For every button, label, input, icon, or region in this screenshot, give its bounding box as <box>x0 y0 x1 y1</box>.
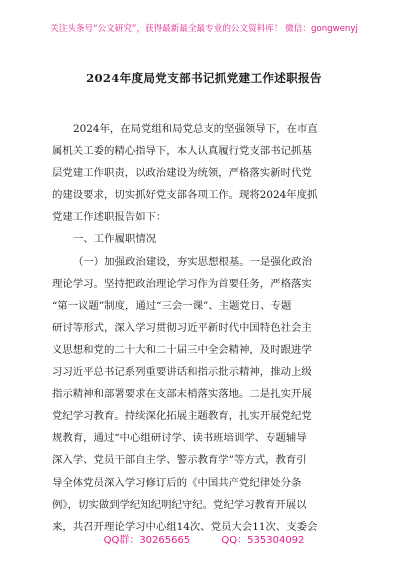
body-line: 来，共召开理论学习中心组14次、党员大会11次、支委会 <box>52 520 318 533</box>
body-line: 研讨等形式，深入学习贯彻习近平新时代中国特色社会主 <box>52 321 312 334</box>
body-line: 习习近平总书记系列重要讲话和指示批示精神，推动上级 <box>52 366 312 379</box>
body-line: 深入学、党员干部自主学、警示教育学”等方式，教育引 <box>52 454 307 467</box>
body-line: 党纪学习教育。持续深化拓展主题教育，扎实开展党纪党 <box>52 410 312 423</box>
body-line: 规教育，通过“中心组研讨学、读书班培训学、专题辅导 <box>52 432 307 445</box>
body-line: 指示精神和部署要求在支部末梢落实落地。二是扎实开展 <box>52 388 312 401</box>
footer-qq-group: QQ群：30265665 <box>103 535 191 546</box>
body-line: 党建工作述职报告如下： <box>52 211 167 224</box>
body-line: 例》，切实做到学纪知纪明纪守纪。党纪学习教育开展以 <box>52 498 307 511</box>
body-line: 属机关工委的精心指导下，本人认真履行党支部书记抓基 <box>52 145 312 158</box>
body-line: 导全体党员深入学习修订后的《中国共产党纪律处分条 <box>52 476 302 489</box>
body-line: 层党建工作职责，以政治建设为统领，严格落实新时代党 <box>52 167 312 180</box>
body-line: 义思想和党的二十大和二十届三中全会精神，及时跟进学 <box>52 343 312 356</box>
body-line: 一、工作履职情况 <box>73 233 157 246</box>
body-line: 理论学习。坚持把政治理论学习作为首要任务，严格落实 <box>52 277 312 290</box>
body-line: （一）加强政治建设，夯实思想根基。一是强化政治 <box>73 255 312 268</box>
body-line: “第一议题”制度，通过“三会一课”、主题党日、专题 <box>52 299 292 312</box>
document-title: 2024年度局党支部书记抓党建工作述职报告 <box>86 71 322 85</box>
body-line: 2024年，在局党组和局党总支的坚强领导下，在市直 <box>73 123 318 135</box>
document-body <box>52 118 362 538</box>
body-line: 的建设要求，切实抓好党支部各项工作。现将2024年度抓 <box>52 189 318 202</box>
footer-qq: QQ：535304092 <box>221 535 305 546</box>
header-banner: 关注头条号“公文研究”，获得最新最全最专业的公文资料库！ 微信：gongwenyj <box>50 24 358 34</box>
footer-contact <box>0 531 408 546</box>
